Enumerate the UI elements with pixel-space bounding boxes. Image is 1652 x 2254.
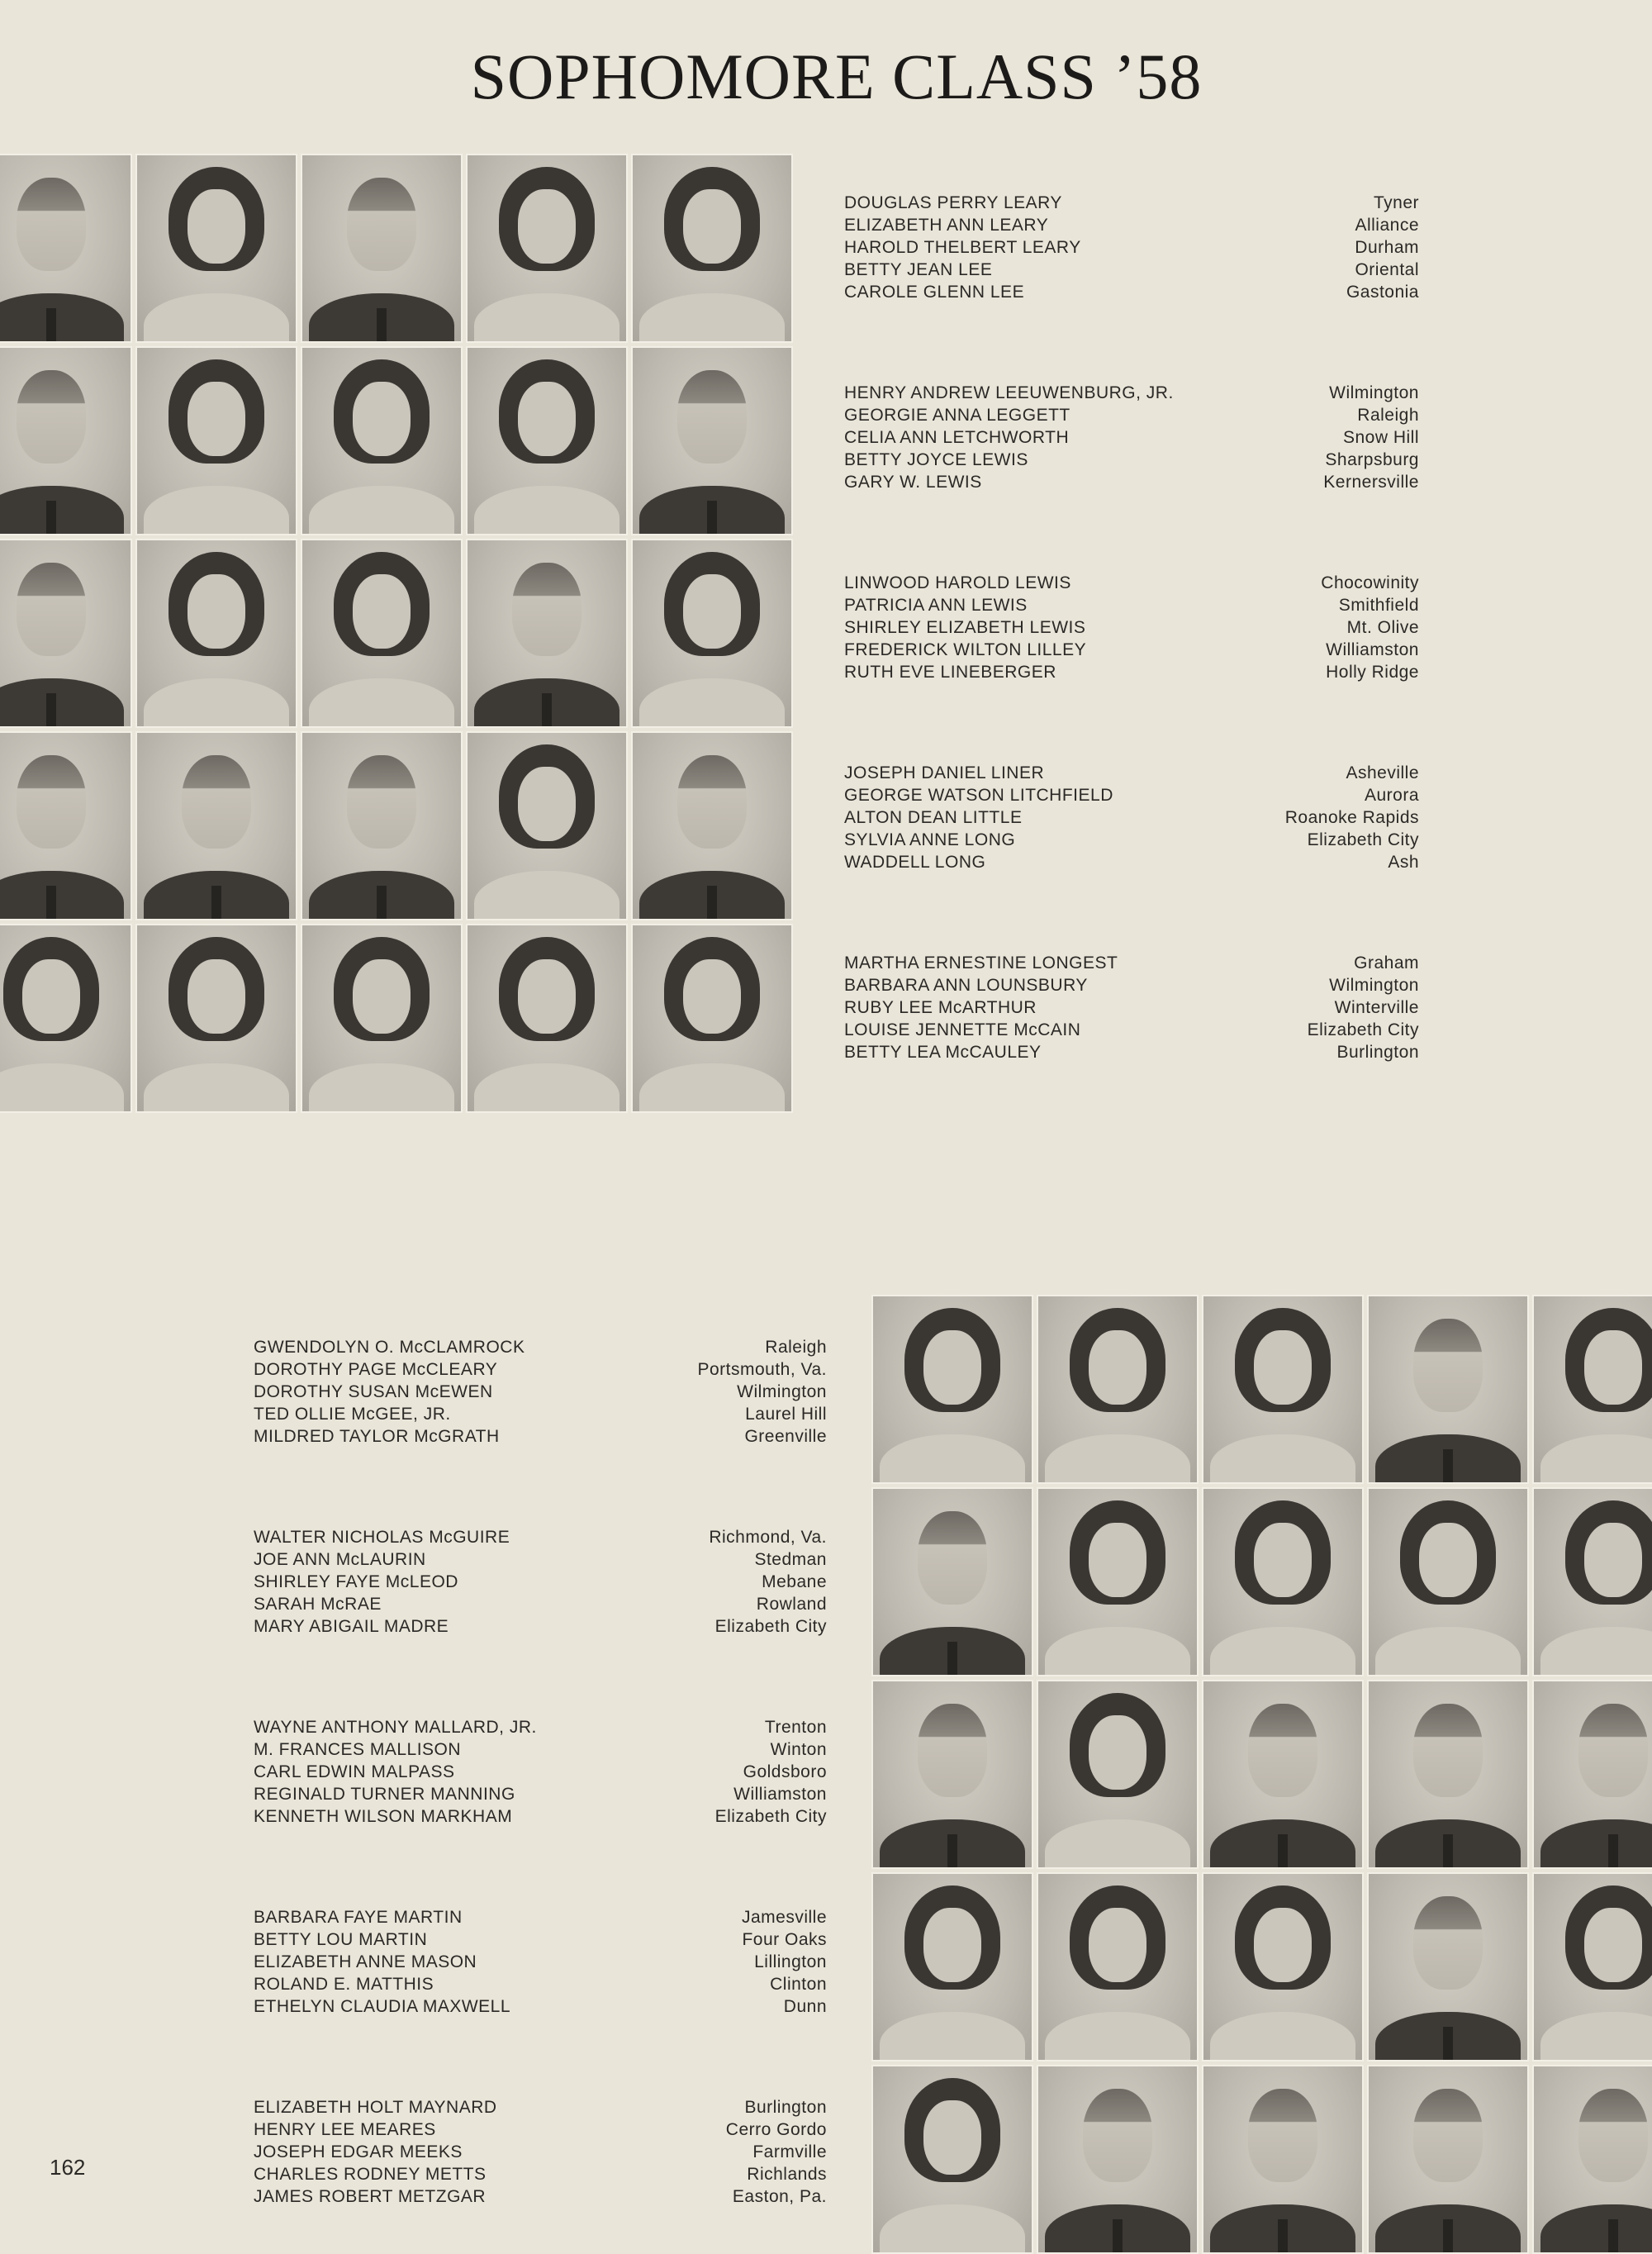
student-name: ROLAND E. MATTHIS	[254, 1975, 434, 1994]
name-group	[844, 952, 1419, 1063]
hometown: Raleigh	[765, 1338, 827, 1357]
hometown: Williamston	[1326, 640, 1419, 659]
hometown: Chocowinity	[1321, 573, 1419, 592]
student-portrait	[631, 924, 793, 1113]
roster-row	[844, 259, 1419, 281]
student-portrait	[1532, 1680, 1652, 1869]
name-group	[844, 192, 1419, 303]
hometown: Goldsboro	[743, 1762, 827, 1781]
roster-row	[254, 2185, 827, 2208]
student-name: REGINALD TURNER MANNING	[254, 1785, 515, 1804]
name-group	[254, 2096, 827, 2208]
roster-row	[254, 1526, 827, 1548]
student-name: HAROLD THELBERT LEARY	[844, 238, 1081, 257]
student-portrait	[631, 539, 793, 728]
student-name: BETTY JOYCE LEWIS	[844, 450, 1028, 469]
hometown: Elizabeth City	[1307, 830, 1419, 849]
student-portrait	[1532, 2065, 1652, 2254]
hometown: Clinton	[770, 1975, 827, 1994]
student-portrait	[631, 346, 793, 535]
hometown: Tyner	[1373, 193, 1419, 212]
hometown: Winton	[770, 1740, 827, 1759]
student-name: BARBARA ANN LOUNSBURY	[844, 976, 1088, 995]
hometown: Elizabeth City	[1307, 1020, 1419, 1039]
student-name: CAROLE GLENN LEE	[844, 283, 1025, 302]
student-name: GWENDOLYN O. McCLAMROCK	[254, 1338, 525, 1357]
student-name: WAYNE ANTHONY MALLARD, JR.	[254, 1718, 537, 1737]
student-name: WALTER NICHOLAS McGUIRE	[254, 1528, 510, 1547]
student-name: WADDELL LONG	[844, 853, 986, 872]
student-name: JOE ANN McLAURIN	[254, 1550, 426, 1569]
student-portrait	[1202, 2065, 1364, 2254]
roster-row	[844, 214, 1419, 236]
student-portrait	[135, 154, 297, 343]
hometown: Gastonia	[1346, 283, 1419, 302]
hometown: Portsmouth, Va.	[697, 1360, 827, 1379]
student-name: FREDERICK WILTON LILLEY	[844, 640, 1087, 659]
student-portrait	[466, 346, 628, 535]
student-portrait	[1532, 1872, 1652, 2061]
roster-row	[254, 1973, 827, 1995]
hometown: Burlington	[744, 2098, 827, 2117]
hometown: Stedman	[754, 1550, 827, 1569]
student-name: ELIZABETH HOLT MAYNARD	[254, 2098, 497, 2117]
student-name: DOROTHY SUSAN McEWEN	[254, 1382, 493, 1401]
roster-row	[844, 449, 1419, 471]
student-portrait	[301, 154, 463, 343]
student-portrait	[1037, 1487, 1199, 1676]
roster-row	[844, 661, 1419, 683]
student-portrait	[466, 731, 628, 920]
student-name: BARBARA FAYE MARTIN	[254, 1908, 463, 1927]
student-name: CHARLES RODNEY METTS	[254, 2165, 487, 2184]
student-name: JAMES ROBERT METZGAR	[254, 2187, 487, 2206]
hometown: Williamston	[733, 1785, 827, 1804]
hometown: Richlands	[747, 2165, 827, 2184]
roster-row	[254, 1761, 827, 1783]
roster-row	[254, 1336, 827, 1358]
roster-row	[844, 639, 1419, 661]
student-name: DOROTHY PAGE McCLEARY	[254, 1360, 498, 1379]
name-group	[254, 1906, 827, 2018]
roster-row	[254, 1995, 827, 2018]
hometown: Trenton	[764, 1718, 827, 1737]
student-name: SHIRLEY ELIZABETH LEWIS	[844, 618, 1086, 637]
roster-row	[844, 192, 1419, 214]
name-group	[254, 1716, 827, 1828]
student-portrait	[1037, 1872, 1199, 2061]
roster-row	[254, 2096, 827, 2118]
hometown: Greenville	[744, 1427, 827, 1446]
hometown: Elizabeth City	[714, 1807, 827, 1826]
hometown: Durham	[1355, 238, 1419, 257]
student-portrait	[1037, 2065, 1199, 2254]
student-name: GEORGIE ANNA LEGGETT	[844, 406, 1070, 425]
roster-row	[844, 784, 1419, 806]
hometown: Cerro Gordo	[725, 2120, 827, 2139]
student-name: PATRICIA ANN LEWIS	[844, 596, 1028, 615]
student-portrait	[871, 1487, 1033, 1676]
student-name: MILDRED TAYLOR McGRATH	[254, 1427, 500, 1446]
roster-row	[844, 404, 1419, 426]
name-group	[254, 1336, 827, 1448]
student-name: BETTY JEAN LEE	[844, 260, 993, 279]
roster-row	[844, 974, 1419, 996]
hometown: Holly Ridge	[1326, 663, 1419, 682]
hometown: Roanoke Rapids	[1284, 808, 1419, 827]
hometown: Mebane	[762, 1572, 827, 1591]
name-group	[844, 762, 1419, 873]
student-name: GEORGE WATSON LITCHFIELD	[844, 786, 1113, 805]
student-name: TED OLLIE McGEE, JR.	[254, 1405, 451, 1424]
student-portrait	[1037, 1295, 1199, 1484]
name-group	[844, 382, 1419, 493]
student-portrait	[301, 731, 463, 920]
roster-row	[254, 1403, 827, 1425]
student-portrait	[1367, 1487, 1529, 1676]
roster-row	[844, 1019, 1419, 1041]
roster-row	[844, 236, 1419, 259]
student-name: DOUGLAS PERRY LEARY	[844, 193, 1062, 212]
student-portrait	[0, 346, 132, 535]
student-portrait	[1367, 2065, 1529, 2254]
roster-row	[254, 1805, 827, 1828]
hometown: Rowland	[756, 1595, 827, 1614]
roster-row	[254, 1783, 827, 1805]
student-portrait	[871, 2065, 1033, 2254]
student-portrait	[0, 731, 132, 920]
hometown: Wilmington	[1329, 383, 1419, 402]
hometown: Oriental	[1355, 260, 1419, 279]
roster-row	[254, 1571, 827, 1593]
student-portrait	[135, 346, 297, 535]
page-number: 162	[50, 2155, 86, 2180]
student-name: BETTY LEA McCAULEY	[844, 1043, 1042, 1062]
roster-row	[844, 996, 1419, 1019]
student-portrait	[0, 154, 132, 343]
student-name: RUTH EVE LINEBERGER	[844, 663, 1056, 682]
hometown: Ash	[1388, 853, 1419, 872]
hometown: Elizabeth City	[714, 1617, 827, 1636]
student-name: SYLVIA ANNE LONG	[844, 830, 1016, 849]
student-name: BETTY LOU MARTIN	[254, 1930, 428, 1949]
student-name: KENNETH WILSON MARKHAM	[254, 1807, 513, 1826]
student-portrait	[1202, 1680, 1364, 1869]
roster-row	[254, 1716, 827, 1738]
hometown: Raleigh	[1357, 406, 1419, 425]
student-portrait	[1367, 1872, 1529, 2061]
page-title: SOPHOMORE CLASS ’58	[470, 40, 1203, 112]
hometown: Jamesville	[741, 1908, 827, 1927]
hometown: Wilmington	[737, 1382, 827, 1401]
student-name: SARAH McRAE	[254, 1595, 382, 1614]
student-name: CARL EDWIN MALPASS	[254, 1762, 455, 1781]
roster-row	[254, 1425, 827, 1448]
hometown: Kernersville	[1323, 473, 1419, 492]
roster-row	[844, 1041, 1419, 1063]
student-portrait	[871, 1295, 1033, 1484]
student-name: RUBY LEE McARTHUR	[844, 998, 1037, 1017]
student-name: M. FRANCES MALLISON	[254, 1740, 462, 1759]
student-portrait	[1202, 1872, 1364, 2061]
hometown: Mt. Olive	[1346, 618, 1419, 637]
student-portrait	[301, 539, 463, 728]
roster-row	[844, 851, 1419, 873]
hometown: Richmond, Va.	[709, 1528, 827, 1547]
roster-row	[254, 1381, 827, 1403]
roster-row	[844, 594, 1419, 616]
hometown: Sharpsburg	[1325, 450, 1419, 469]
roster-row	[844, 426, 1419, 449]
student-portrait	[871, 1680, 1033, 1869]
hometown: Alliance	[1355, 216, 1419, 235]
student-name: JOSEPH DANIEL LINER	[844, 763, 1045, 782]
student-name: HENRY LEE MEARES	[254, 2120, 436, 2139]
student-portrait	[301, 346, 463, 535]
roster-row	[844, 382, 1419, 404]
name-group	[254, 1526, 827, 1638]
student-portrait	[135, 924, 297, 1113]
student-portrait	[1532, 1295, 1652, 1484]
hometown: Lillington	[754, 1952, 827, 1971]
roster-row	[254, 2163, 827, 2185]
hometown: Winterville	[1334, 998, 1419, 1017]
roster-row	[254, 1906, 827, 1928]
hometown: Smithfield	[1338, 596, 1419, 615]
roster-row	[254, 1358, 827, 1381]
student-portrait	[466, 154, 628, 343]
student-name: ETHELYN CLAUDIA MAXWELL	[254, 1997, 511, 2016]
student-name: ELIZABETH ANN LEARY	[844, 216, 1049, 235]
student-portrait	[1202, 1295, 1364, 1484]
roster-row	[254, 2141, 827, 2163]
student-portrait	[1532, 1487, 1652, 1676]
student-portrait	[301, 924, 463, 1113]
hometown: Wilmington	[1329, 976, 1419, 995]
hometown: Burlington	[1336, 1043, 1419, 1062]
student-name: ALTON DEAN LITTLE	[844, 808, 1023, 827]
roster-row	[844, 952, 1419, 974]
student-portrait	[466, 924, 628, 1113]
hometown: Graham	[1354, 953, 1419, 972]
roster-row	[844, 829, 1419, 851]
roster-row	[254, 1548, 827, 1571]
roster-row	[844, 471, 1419, 493]
student-name: ELIZABETH ANNE MASON	[254, 1952, 477, 1971]
hometown: Snow Hill	[1342, 428, 1419, 447]
student-portrait	[631, 731, 793, 920]
roster-row	[254, 1951, 827, 1973]
roster-row	[254, 1593, 827, 1615]
student-portrait	[0, 924, 132, 1113]
name-group	[844, 572, 1419, 683]
student-portrait	[631, 154, 793, 343]
student-name: CELIA ANN LETCHWORTH	[844, 428, 1070, 447]
roster-row	[254, 1615, 827, 1638]
student-portrait	[1037, 1680, 1199, 1869]
student-name: MARTHA ERNESTINE LONGEST	[844, 953, 1118, 972]
student-portrait	[1367, 1295, 1529, 1484]
hometown: Dunn	[783, 1997, 827, 2016]
student-name: JOSEPH EDGAR MEEKS	[254, 2142, 463, 2161]
hometown: Aurora	[1364, 786, 1419, 805]
student-name: GARY W. LEWIS	[844, 473, 982, 492]
hometown: Four Oaks	[742, 1930, 827, 1949]
roster-row	[844, 762, 1419, 784]
student-name: SHIRLEY FAYE McLEOD	[254, 1572, 458, 1591]
hometown: Asheville	[1346, 763, 1419, 782]
student-portrait	[0, 539, 132, 728]
student-name: MARY ABIGAIL MADRE	[254, 1617, 449, 1636]
student-portrait	[135, 539, 297, 728]
roster-row	[844, 616, 1419, 639]
hometown: Farmville	[752, 2142, 827, 2161]
roster-row	[844, 572, 1419, 594]
student-portrait	[1202, 1487, 1364, 1676]
roster-row	[254, 1738, 827, 1761]
roster-row	[844, 806, 1419, 829]
student-name: LOUISE JENNETTE McCAIN	[844, 1020, 1081, 1039]
hometown: Laurel Hill	[745, 1405, 827, 1424]
student-portrait	[135, 731, 297, 920]
student-name: HENRY ANDREW LEEUWENBURG, JR.	[844, 383, 1174, 402]
roster-row	[254, 2118, 827, 2141]
student-portrait	[1367, 1680, 1529, 1869]
student-portrait	[466, 539, 628, 728]
student-name: LINWOOD HAROLD LEWIS	[844, 573, 1071, 592]
hometown: Easton, Pa.	[732, 2187, 827, 2206]
roster-row	[254, 1928, 827, 1951]
student-portrait	[871, 1872, 1033, 2061]
roster-row	[844, 281, 1419, 303]
